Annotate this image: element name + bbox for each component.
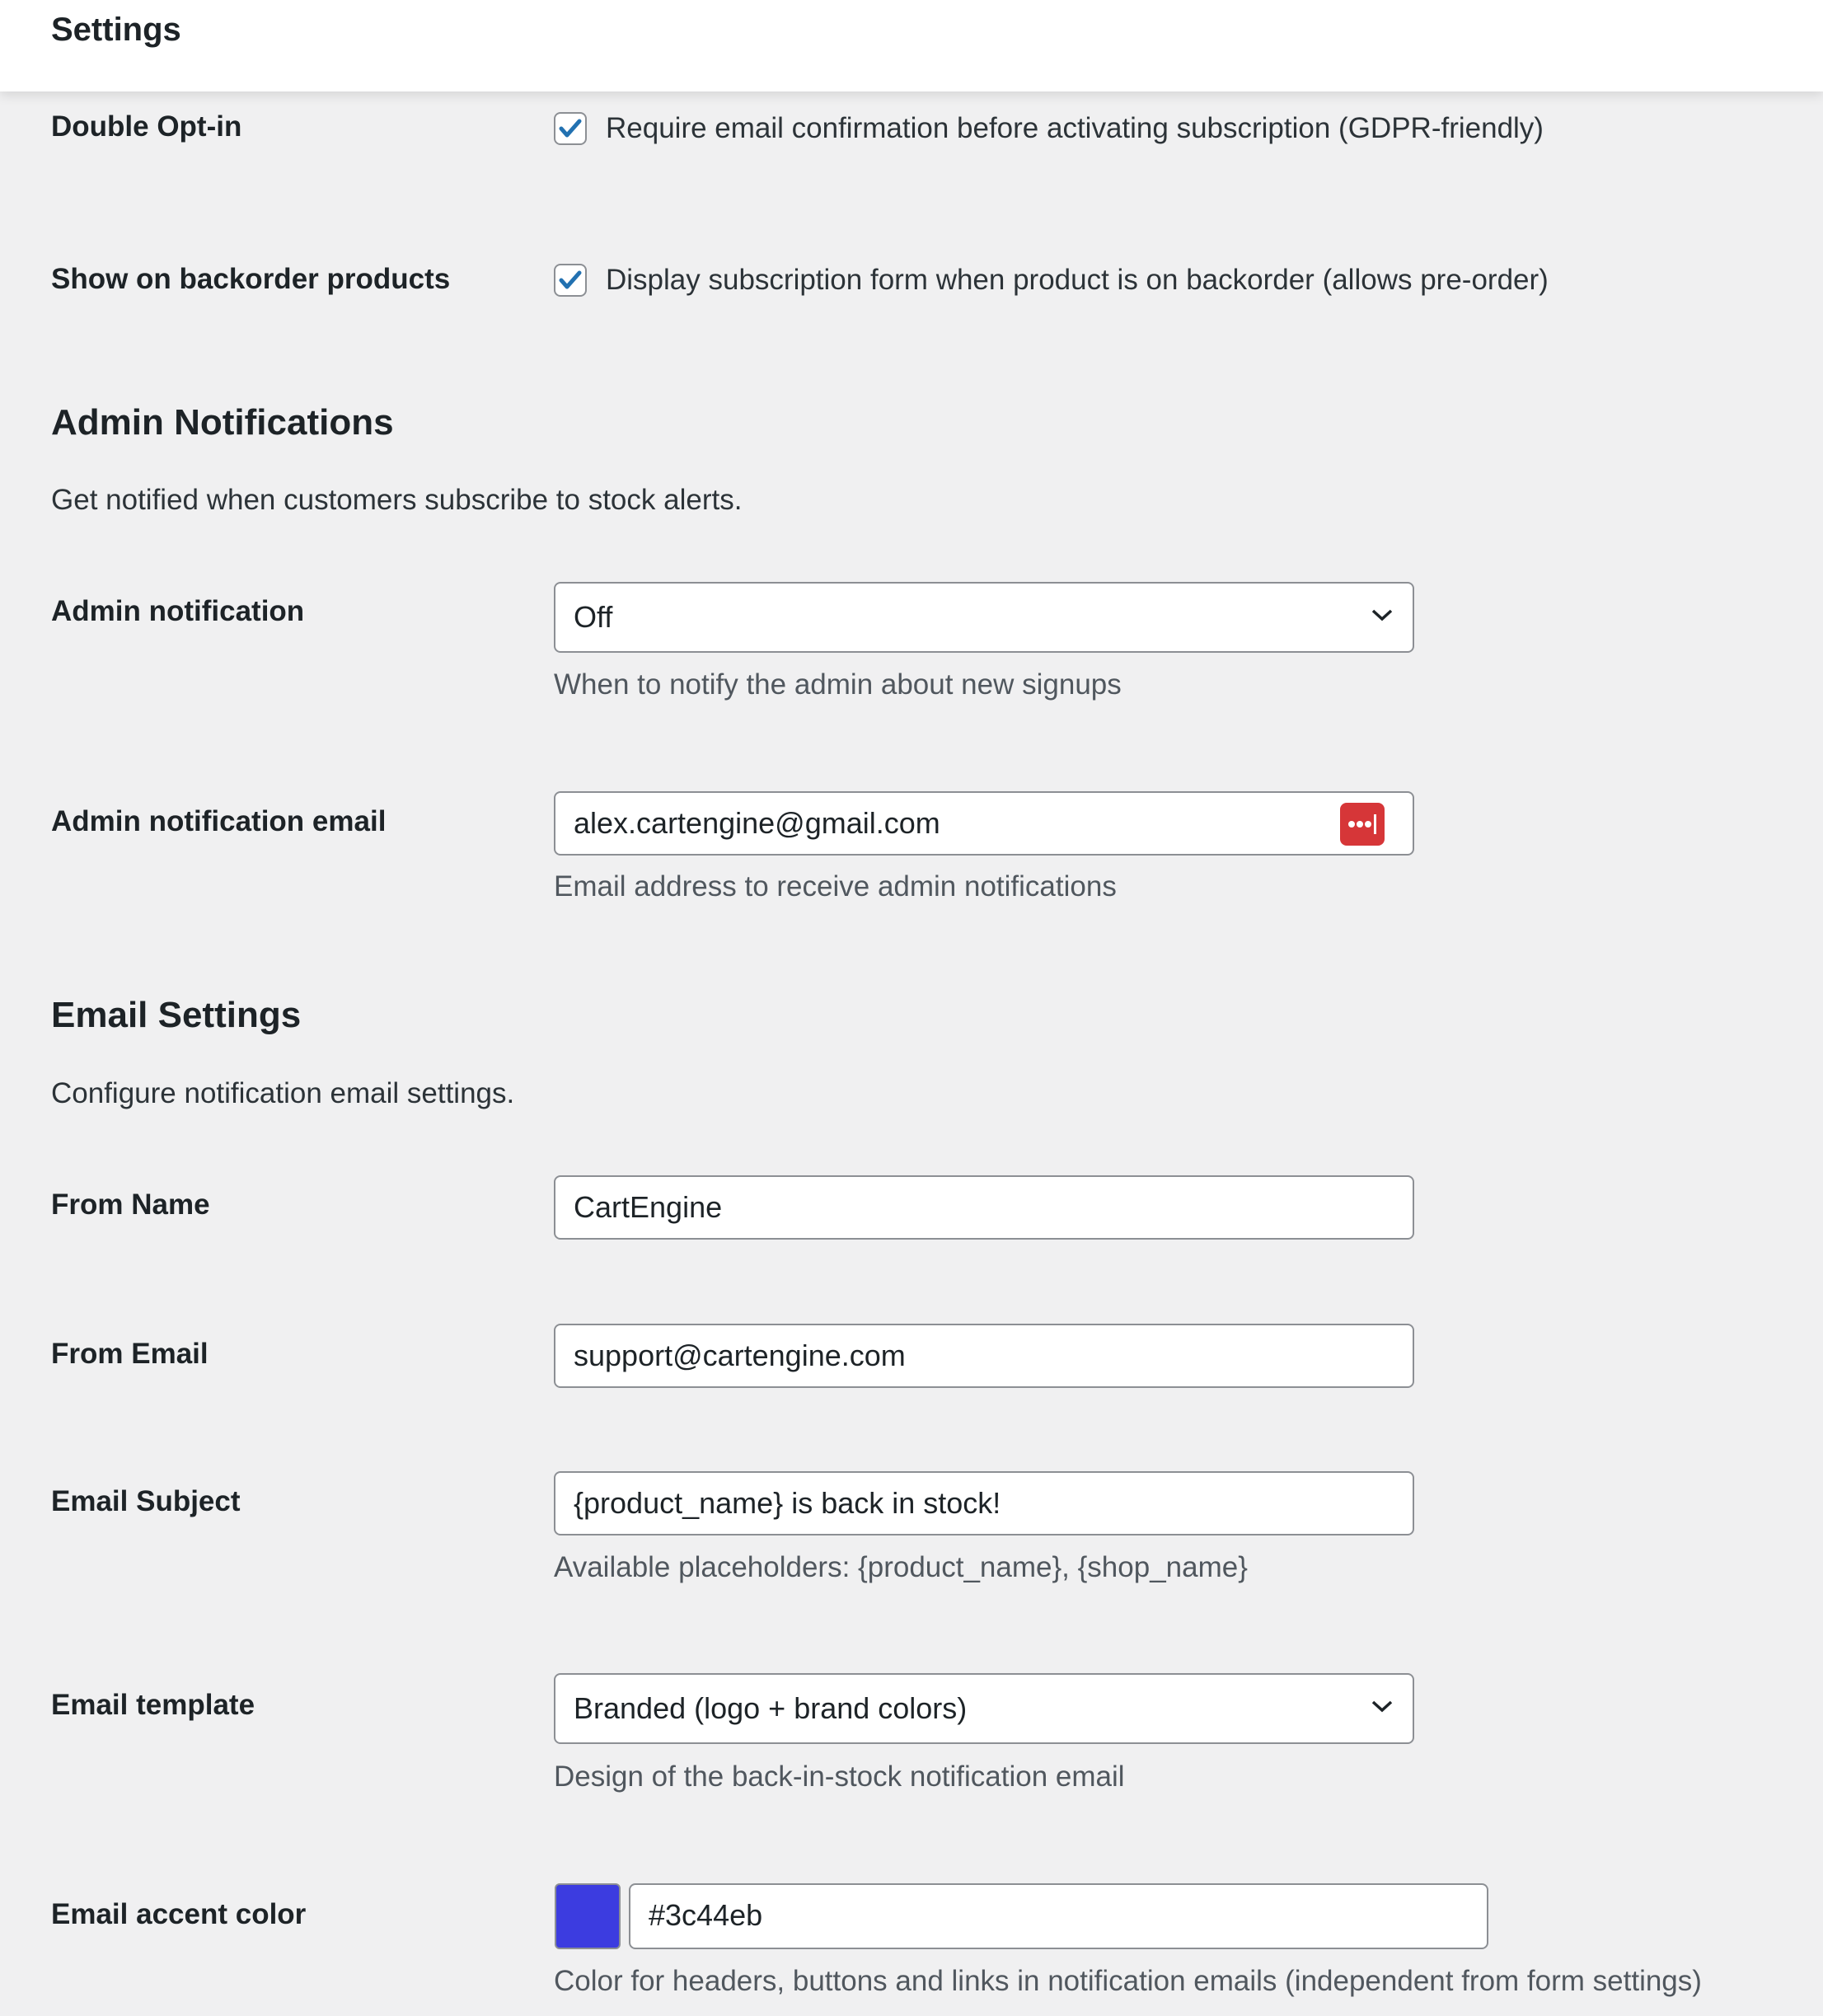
from-name-value: CartEngine <box>574 1190 723 1224</box>
admin-email-help: Email address to receive admin notifications <box>554 870 1117 903</box>
email-template-label: Email template <box>51 1689 255 1721</box>
admin-email-label: Admin notification email <box>51 805 387 837</box>
admin-notification-select[interactable] <box>554 582 1414 653</box>
double-opt-in-label: Double Opt-in <box>51 110 242 143</box>
email-accent-color-input[interactable] <box>629 1883 1488 1949</box>
admin-notification-help: When to notify the admin about new signups <box>554 668 1122 701</box>
double-opt-in-text: Require email confirmation before activating subscription (GDPR-friendly) <box>606 112 1544 144</box>
email-template-help: Design of the back-in-stock notification email <box>554 1760 1125 1793</box>
admin-notifications-heading: Admin Notifications <box>51 402 394 443</box>
from-name-label: From Name <box>51 1189 210 1221</box>
email-settings-heading: Email Settings <box>51 995 302 1035</box>
email-settings-description: Configure notification email settings. <box>51 1077 515 1109</box>
admin-email-value: alex.cartengine@gmail.com <box>574 806 940 840</box>
from-name-input[interactable] <box>554 1175 1414 1240</box>
email-subject-label: Email Subject <box>51 1485 241 1517</box>
checkmark-icon <box>559 119 582 138</box>
email-accent-color-help: Color for headers, buttons and links in notification emails (independent from form settings) <box>554 1965 1702 1997</box>
page-header <box>0 0 1823 91</box>
from-email-value: support@cartengine.com <box>574 1339 906 1372</box>
backorder-text: Display subscription form when product is on backorder (allows pre-order) <box>606 264 1549 296</box>
checkmark-icon <box>559 270 582 290</box>
admin-notification-value: Off <box>574 600 613 634</box>
admin-notifications-description: Get notified when customers subscribe to stock alerts. <box>51 484 743 516</box>
email-subject-help: Available placeholders: {product_name}, {shop_name} <box>554 1551 1248 1583</box>
page-title: Settings <box>51 12 181 48</box>
chevron-down-icon <box>1370 1698 1394 1714</box>
email-template-value: Branded (logo + brand colors) <box>574 1691 968 1725</box>
double-opt-in-checkbox[interactable] <box>554 112 587 145</box>
email-subject-input[interactable] <box>554 1471 1414 1535</box>
admin-notification-label: Admin notification <box>51 595 305 627</box>
email-accent-color-value: #3c44eb <box>649 1898 763 1932</box>
email-template-select[interactable] <box>554 1673 1414 1744</box>
backorder-label: Show on backorder products <box>51 263 451 295</box>
color-swatch-button[interactable] <box>555 1883 621 1949</box>
chevron-down-icon <box>1370 607 1394 623</box>
from-email-label: From Email <box>51 1338 209 1370</box>
password-manager-icon[interactable] <box>1340 803 1385 846</box>
email-subject-value: {product_name} is back in stock! <box>574 1486 1001 1520</box>
admin-email-input[interactable] <box>554 791 1414 856</box>
backorder-checkbox[interactable] <box>554 264 587 297</box>
from-email-input[interactable] <box>554 1324 1414 1388</box>
email-accent-color-label: Email accent color <box>51 1898 307 1930</box>
